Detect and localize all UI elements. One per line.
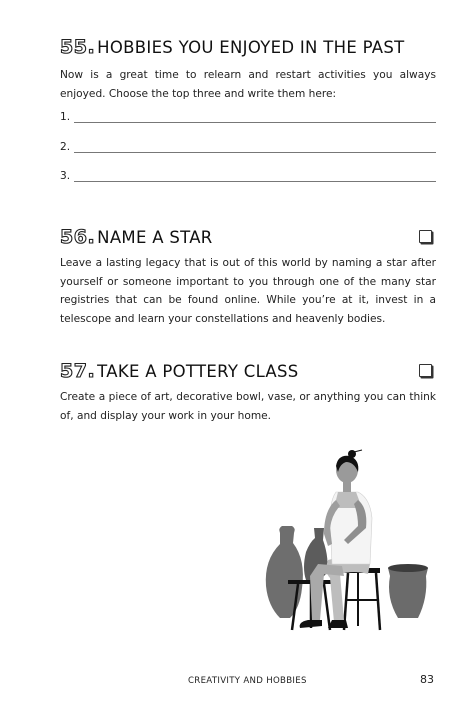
section-56-title: NAME A STAR bbox=[97, 228, 213, 247]
write-in-line-1[interactable] bbox=[60, 110, 436, 123]
section-55-number: 55. bbox=[60, 36, 96, 58]
section-56-text: Leave a lasting legacy that is out of this world by naming a star after yourself or someone important to you through one of the many star registries that can be found online. While you’re at it, invest in a telescope and learn your constellations and heavenly bodies. bbox=[60, 257, 436, 325]
section-55-text: Now is a great time to relearn and restart activities you always enjoyed. Choose the top three and write them here: bbox=[60, 69, 436, 100]
section-57-number: 57. bbox=[60, 360, 96, 382]
section-57-heading bbox=[60, 360, 436, 382]
write-in-line-2[interactable] bbox=[60, 140, 436, 153]
line-3-rule bbox=[74, 169, 436, 182]
bowl-pot-shape bbox=[388, 568, 428, 618]
pottery-illustration bbox=[258, 448, 436, 640]
section-57-title: TAKE A POTTERY CLASS bbox=[97, 362, 299, 381]
write-in-line-3[interactable] bbox=[60, 169, 436, 182]
chapter-footer: CREATIVITY AND HOBBIES bbox=[188, 676, 307, 686]
section-56-heading bbox=[60, 226, 436, 248]
section-55-title: HOBBIES YOU ENJOYED IN THE PAST bbox=[97, 38, 405, 57]
section-56-number: 56. bbox=[60, 226, 96, 248]
line-1-rule bbox=[74, 110, 436, 123]
section-55-heading bbox=[60, 36, 436, 58]
section-57-text: Create a piece of art, decorative bowl, vase, or anything you can think of, and display your work in your home. bbox=[60, 391, 436, 422]
page-number: 83 bbox=[420, 673, 434, 686]
section-56-checkbox[interactable] bbox=[419, 230, 432, 243]
section-57-checkbox[interactable] bbox=[419, 364, 432, 377]
line-1-label: 1. bbox=[60, 111, 71, 123]
line-2-label: 2. bbox=[60, 141, 71, 153]
shoe-shape bbox=[300, 620, 322, 628]
line-2-rule bbox=[74, 140, 436, 153]
tall-vase-shape bbox=[266, 526, 303, 618]
line-3-label: 3. bbox=[60, 170, 71, 182]
